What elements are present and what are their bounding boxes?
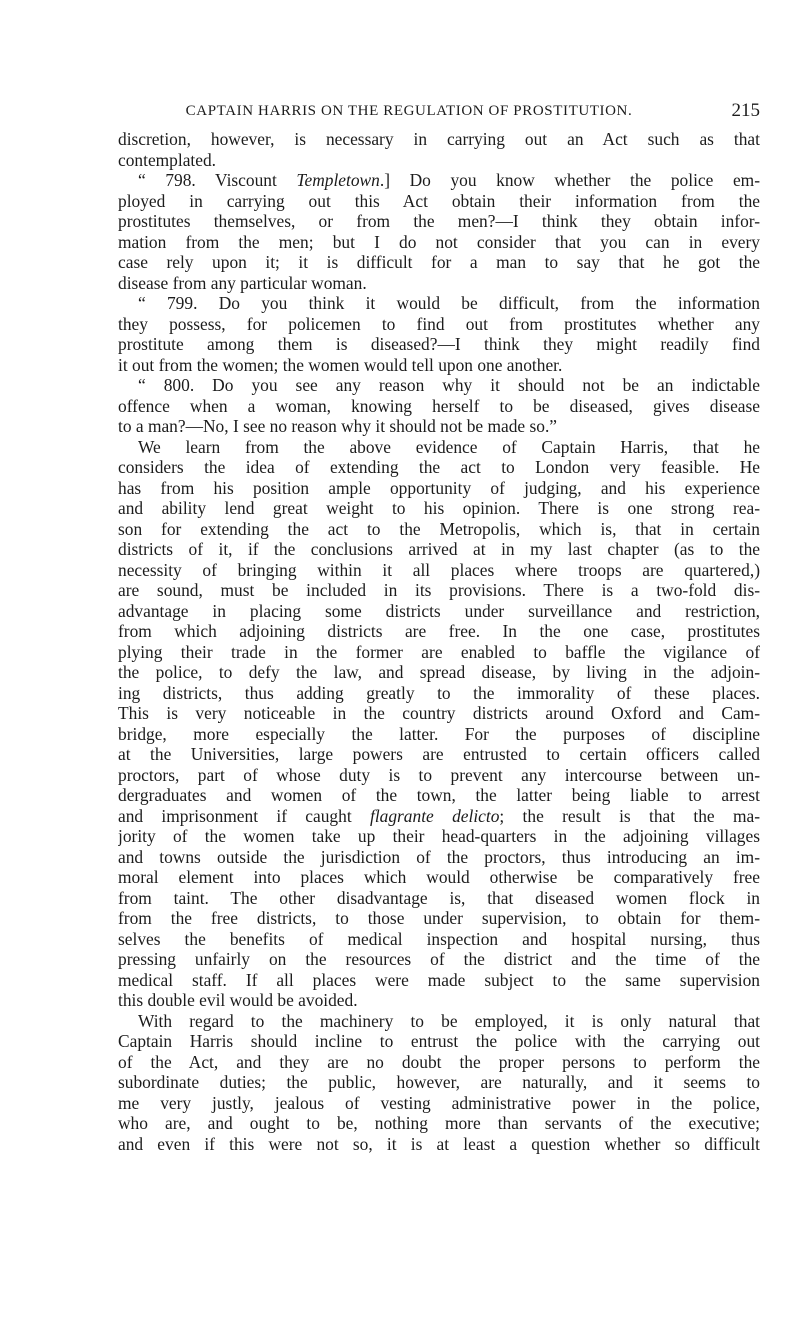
text-line: advantage in placing some districts under surveillance and restriction,: [118, 600, 760, 621]
text-line: dergraduates and women of the town, the latter being liable to arrest: [118, 785, 760, 805]
text-line: proctors, part of whose duty is to prevent any intercourse between un-: [118, 764, 760, 785]
text-line: bridge, more especially the latter. For the purposes of discipline: [118, 723, 760, 744]
text-line: medical staff. If all places were made subject to the same supervision: [118, 969, 760, 990]
text-line: ployed in carrying out this Act obtain their information from the: [118, 190, 760, 211]
italic-phrase: flagrante delicto: [369, 805, 500, 826]
text-line: and ability lend great weight to his opinion. There is one strong rea-: [118, 498, 760, 518]
italic-phrase: Templetown: [296, 170, 380, 190]
text-line: this double evil would be avoided.: [118, 990, 358, 1010]
text-line: and even if this were not so, it is at least a question whether so difficult: [118, 1133, 760, 1154]
text-line: With regard to the machinery to be employed, it is only natural that: [138, 1010, 760, 1031]
text-line: disease from any particular woman.: [118, 272, 367, 293]
text-line: prostitutes themselves, or from the men?—I think they obtain infor-: [118, 211, 760, 231]
text-line: discretion, however, is necessary in carrying out an Act such as that: [118, 129, 760, 149]
text-line: and towns outside the jurisdiction of the proctors, thus introducing an im-: [118, 846, 760, 867]
text-line: at the Universities, large powers are entrusted to certain officers called: [118, 744, 760, 764]
text-line: and imprisonment if caught flagrante delicto; the result is that the ma-: [118, 805, 760, 826]
text-line: contemplated.: [118, 149, 217, 170]
text-line: districts of it, if the conclusions arrived at in my last chapter (as to the: [118, 539, 760, 559]
body-text: [118, 129, 760, 1154]
text-line: has from his position ample opportunity of judging, and his experience: [118, 477, 760, 498]
text-line: “ 799. Do you think it would be difficult, from the information: [138, 293, 760, 313]
text-line: selves the benefits of medical inspection and hospital nursing, thus: [118, 928, 760, 949]
text-line: necessity of bringing within it all places where troops are quartered,): [118, 559, 760, 580]
text-line: it out from the women; the women would tell upon one another.: [118, 354, 563, 375]
text-line: We learn from the above evidence of Captain Harris, that he: [138, 436, 760, 457]
text-line: the police, to defy the law, and spread disease, by living in the adjoin-: [118, 662, 760, 682]
text-line: from the free districts, to those under supervision, to obtain for them-: [118, 908, 760, 928]
text-line: they possess, for policemen to find out from prostitutes whether any: [118, 313, 760, 334]
text-line: plying their trade in the former are enabled to baffle the vigilance of: [118, 641, 760, 662]
text-line: offence when a woman, knowing herself to be diseased, gives disease: [118, 395, 760, 416]
text-line: from which adjoining districts are free. In the one case, prostitutes: [118, 621, 760, 641]
text-line: ing districts, thus adding greatly to the immorality of these places.: [118, 682, 760, 703]
text-line: “ 800. Do you see any reason why it should not be an indictable: [138, 375, 760, 395]
running-title: CAPTAIN HARRIS ON THE REGULATION OF PROSTITUTION.: [185, 103, 633, 119]
running-head: [118, 100, 760, 123]
text-line: case rely upon it; it is difficult for a man to say that he got the: [118, 252, 760, 272]
text-line: are sound, must be included in its provisions. There is a two-fold dis-: [118, 580, 760, 600]
text-line: moral element into places which would otherwise be comparatively free: [118, 867, 760, 887]
text-line: jority of the women take up their head-quarters in the adjoining villages: [118, 826, 760, 846]
text-line: subordinate duties; the public, however, are naturally, and it seems to: [118, 1072, 760, 1092]
text-line: pressing unfairly on the resources of the district and the time of the: [118, 949, 760, 969]
page-number: 215: [731, 100, 760, 121]
text-line: son for extending the act to the Metropolis, which is, that in certain: [118, 518, 760, 539]
text-line: This is very noticeable in the country districts around Oxford and Cam-: [118, 703, 760, 723]
text-line: prostitute among them is diseased?—I think they might readily find: [118, 334, 760, 354]
text-line: considers the idea of extending the act to London very feasible. He: [118, 457, 760, 477]
text-line: to a man?—No, I see no reason why it should not be made so.”: [118, 416, 558, 436]
text-line: “ 798. Viscount Templetown.] Do you know whether the police em-: [138, 170, 760, 190]
text-line: me very justly, jealous of vesting administrative power in the police,: [118, 1092, 760, 1113]
text-line: from taint. The other disadvantage is, that diseased women flock in: [118, 887, 760, 908]
text-line: Captain Harris should incline to entrust the police with the carrying out: [118, 1031, 760, 1051]
text-line: mation from the men; but I do not consider that you can in every: [118, 231, 760, 252]
text-line: who are, and ought to be, nothing more than servants of the executive;: [118, 1113, 760, 1133]
text-line: of the Act, and they are no doubt the proper persons to perform the: [118, 1051, 760, 1072]
